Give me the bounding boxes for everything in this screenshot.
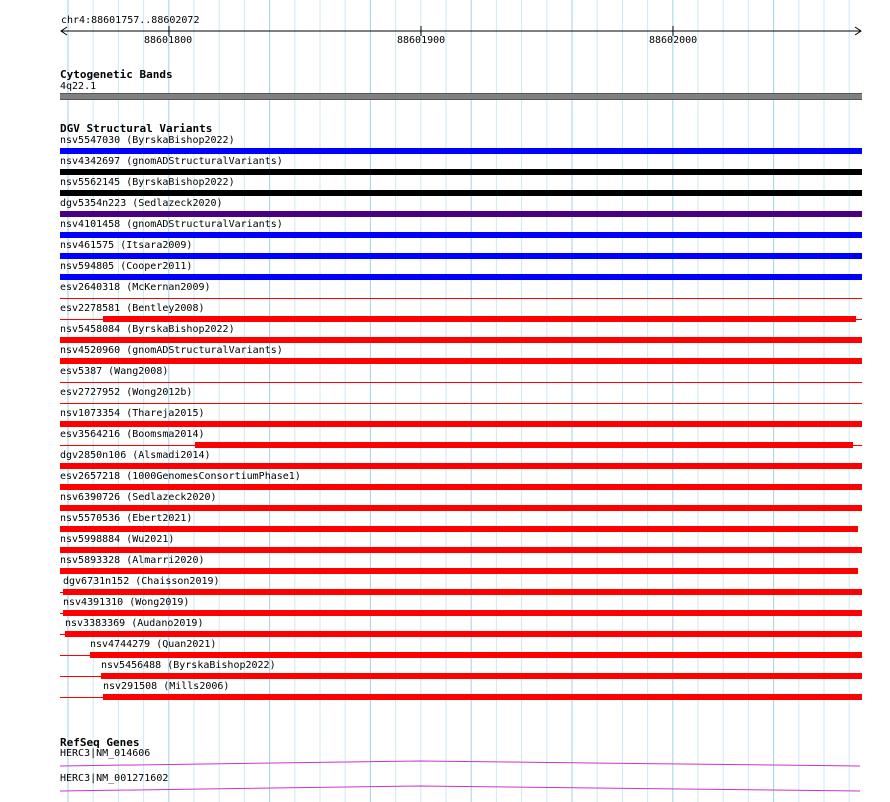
variant-bar[interactable] <box>60 232 862 238</box>
variant-label: nsv461575 (Itsara2009) <box>60 240 193 251</box>
variant-bar[interactable] <box>103 316 856 322</box>
variant-bar[interactable] <box>60 337 862 343</box>
variant-bar[interactable] <box>60 403 862 404</box>
variant-bar[interactable] <box>195 442 853 448</box>
variant-label: nsv4342697 (gnomADStructuralVariants) <box>60 156 283 167</box>
ruler-tick-label: 88601900 <box>397 35 446 46</box>
variant-label: esv2640318 (McKernan2009) <box>60 282 211 293</box>
variant-label: nsv291508 (Mills2006) <box>103 681 230 692</box>
variant-bar[interactable] <box>65 631 862 637</box>
track-title-cytobands: Cytogenetic Bands <box>60 68 173 81</box>
variant-label: nsv5456488 (ByrskaBishop2022) <box>101 660 276 671</box>
variant-label: esv2727952 (Wong2012b) <box>60 387 193 398</box>
variant-label: dgv2850n106 (Alsmadi2014) <box>60 450 211 461</box>
variant-bar[interactable] <box>60 505 862 511</box>
gene-label: HERC3|NM_014606 <box>60 748 151 759</box>
variant-label: esv2657218 (1000GenomesConsortiumPhase1) <box>60 471 301 482</box>
variant-label: dgv5354n223 (Sedlazeck2020) <box>60 198 223 209</box>
gene-intron-line <box>0 759 890 769</box>
cytoband-bar[interactable] <box>60 93 862 100</box>
variant-label: nsv5547030 (ByrskaBishop2022) <box>60 135 235 146</box>
variant-label: nsv5998884 (Wu2021) <box>60 534 175 545</box>
variant-label: nsv1073354 (Thareja2015) <box>60 408 205 419</box>
variant-bar[interactable] <box>63 610 862 616</box>
variant-bar[interactable] <box>60 568 858 574</box>
variant-bar[interactable] <box>60 169 862 175</box>
variant-bar[interactable] <box>60 298 862 299</box>
variant-bar[interactable] <box>60 148 862 154</box>
track-title-dgv: DGV Structural Variants <box>60 122 213 135</box>
cytoband-label: 4q22.1 <box>60 81 97 92</box>
coordinate-ruler[interactable] <box>0 0 890 45</box>
variant-label: nsv5562145 (ByrskaBishop2022) <box>60 177 235 188</box>
variant-label: nsv3383369 (Audano2019) <box>65 618 204 629</box>
variant-label: nsv6390726 (Sedlazeck2020) <box>60 492 217 503</box>
variant-label: nsv594805 (Cooper2011) <box>60 261 193 272</box>
variant-bar[interactable] <box>60 421 862 427</box>
variant-bar[interactable] <box>60 358 862 364</box>
variant-bar[interactable] <box>60 526 858 532</box>
variant-bar[interactable] <box>101 673 862 679</box>
track-title-refseq: RefSeq Genes <box>60 736 140 749</box>
variant-label: nsv4520960 (gnomADStructuralVariants) <box>60 345 283 356</box>
variant-label: nsv5458084 (ByrskaBishop2022) <box>60 324 235 335</box>
variant-label: esv2278581 (Bentley2008) <box>60 303 205 314</box>
variant-label: nsv5893328 (Almarri2020) <box>60 555 205 566</box>
variant-bar[interactable] <box>60 547 862 553</box>
variant-label: dgv6731n152 (Chaisson2019) <box>63 576 220 587</box>
variant-label: esv5387 (Wang2008) <box>60 366 169 377</box>
variant-bar[interactable] <box>60 274 862 280</box>
variant-bar[interactable] <box>63 589 862 595</box>
variant-label: nsv5570536 (Ebert2021) <box>60 513 193 524</box>
variant-label: nsv4101458 (gnomADStructuralVariants) <box>60 219 283 230</box>
gene-intron-line <box>0 784 890 794</box>
ruler-tick-label: 88602000 <box>649 35 698 46</box>
gene-label: HERC3|NM_001271602 <box>60 773 169 784</box>
variant-bar[interactable] <box>60 484 862 490</box>
variant-bar[interactable] <box>60 382 862 383</box>
variant-label: esv3564216 (Boomsma2014) <box>60 429 205 440</box>
variant-label: nsv4744279 (Quan2021) <box>90 639 217 650</box>
variant-bar[interactable] <box>90 652 862 658</box>
variant-label: nsv4391310 (Wong2019) <box>63 597 190 608</box>
variant-bar[interactable] <box>103 694 862 700</box>
variant-bar[interactable] <box>60 253 862 259</box>
ruler-range-label: chr4:88601757..88602072 <box>61 15 200 26</box>
variant-bar[interactable] <box>60 190 862 196</box>
variant-bar[interactable] <box>60 463 862 469</box>
variant-bar[interactable] <box>60 211 862 217</box>
ruler-tick-label: 88601800 <box>144 35 193 46</box>
